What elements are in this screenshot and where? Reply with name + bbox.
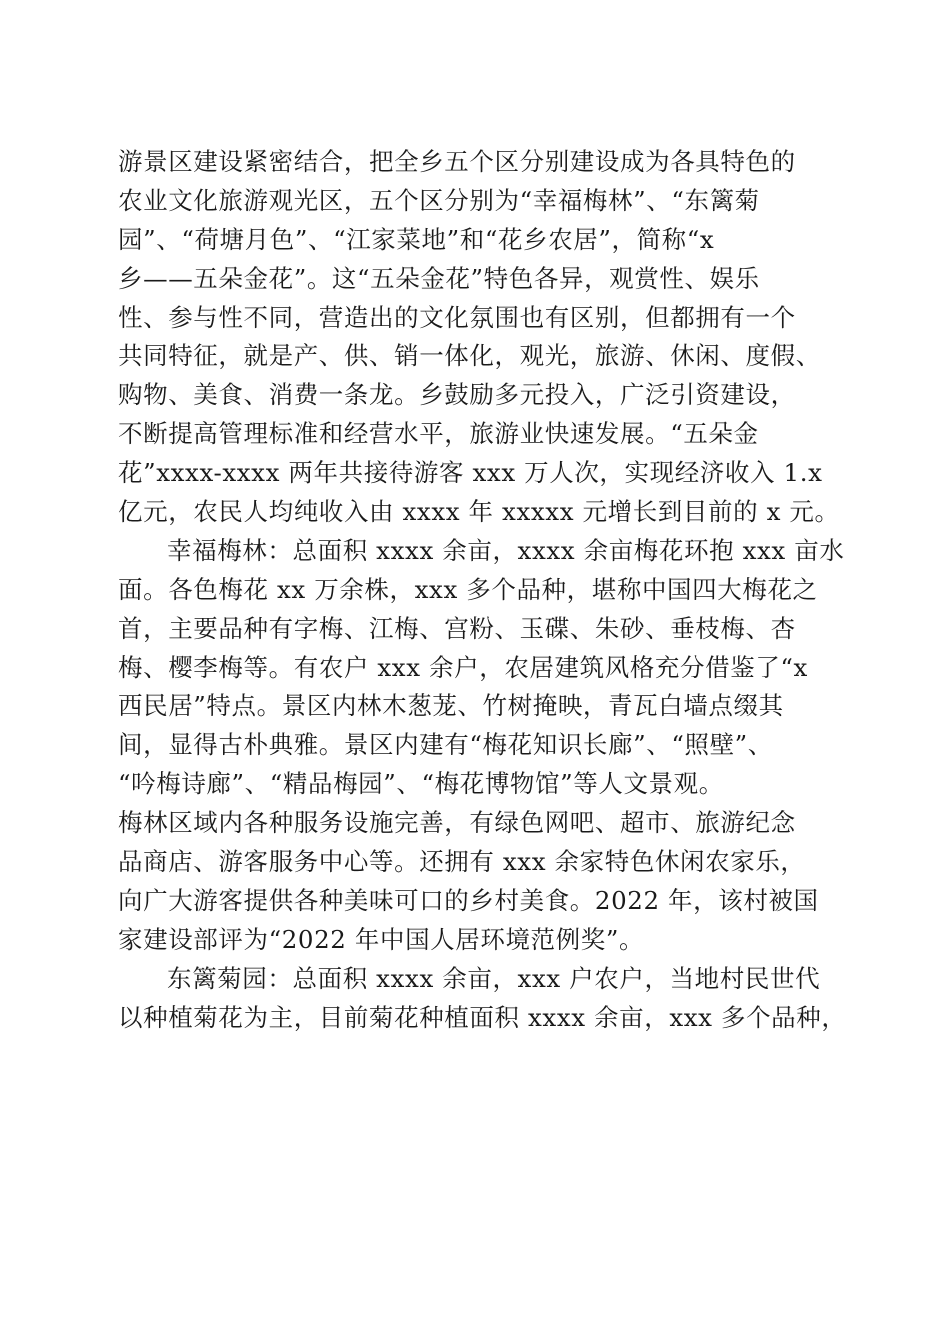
text-line: 品商店、游客服务中心等。还拥有 xxx 余家特色休闲农家乐，	[118, 847, 806, 877]
text-line: 梅林区域内各种服务设施完善，有绿色网吧、超市、旅游纪念	[118, 808, 796, 838]
text-line: 共同特征，就是产、供、销一体化，观光，旅游、休闲、度假、	[118, 341, 821, 371]
text-line: 花”xxxx-xxxx 两年共接待游客 xxx 万人次，实现经济收入 1.x	[118, 458, 823, 488]
text-line: 购物、美食、消费一条龙。乡鼓励多元投入，广泛引资建设，	[118, 380, 796, 410]
text-line: 性、参与性不同，营造出的文化氛围也有区别，但都拥有一个	[118, 302, 796, 332]
text-line-indented: 东篱菊园：总面积 xxxx 余亩，xxx 户农户，当地村民世代	[167, 963, 821, 993]
text-line: 以种植菊花为主，目前菊花种植面积 xxxx 余亩，xxx 多个品种，	[118, 1002, 847, 1032]
text-line-indented: 幸福梅林：总面积 xxxx 余亩，xxxx 余亩梅花环抱 xxx 亩水	[167, 535, 845, 565]
text-line: 园”、“荷塘月色”、“江家菜地”和“花乡农居”，简称“x	[118, 224, 715, 254]
text-line: 梅、樱李梅等。有农户 xxx 余户，农居建筑风格充分借鉴了“x	[118, 652, 808, 682]
paragraph-1	[118, 143, 838, 532]
text-line: 首，主要品种有字梅、江梅、宫粉、玉碟、朱砂、垂枝梅、杏	[118, 613, 796, 643]
text-line: 家建设部评为“2022 年中国人居环境范例奖”。	[118, 924, 645, 954]
text-line: 不断提高管理标准和经营水平，旅游业快速发展。“五朵金	[118, 419, 759, 449]
text-line: 乡——五朵金花”。这“五朵金花”特色各异，观赏性、娱乐	[118, 263, 760, 293]
text-line: 亿元，农民人均纯收入由 xxxx 年 xxxxx 元增长到目前的 x 元。	[118, 497, 840, 527]
text-line: 向广大游客提供各种美味可口的乡村美食。2022 年，该村被国	[118, 885, 819, 915]
paragraph-2	[118, 532, 845, 960]
text-line: 间，显得古朴典雅。景区内建有“梅花知识长廊”、“照壁”、	[118, 730, 773, 760]
text-line: 游景区建设紧密结合，把全乡五个区分别建设成为各具特色的	[118, 147, 796, 176]
text-line: 面。各色梅花 xx 万余株，xxx 多个品种，堪称中国四大梅花之	[118, 574, 818, 604]
text-line: 西民居”特点。景区内林木葱茏、竹树掩映，青瓦白墙点缀其	[118, 691, 784, 721]
text-line: “吟梅诗廊”、“精品梅园”、“梅花博物馆”等人文景观。	[118, 769, 724, 799]
document-body	[118, 143, 847, 1037]
paragraph-3	[118, 960, 847, 1038]
text-line: 农业文化旅游观光区，五个区分别为“幸福梅林”、“东篱菊	[118, 185, 760, 215]
